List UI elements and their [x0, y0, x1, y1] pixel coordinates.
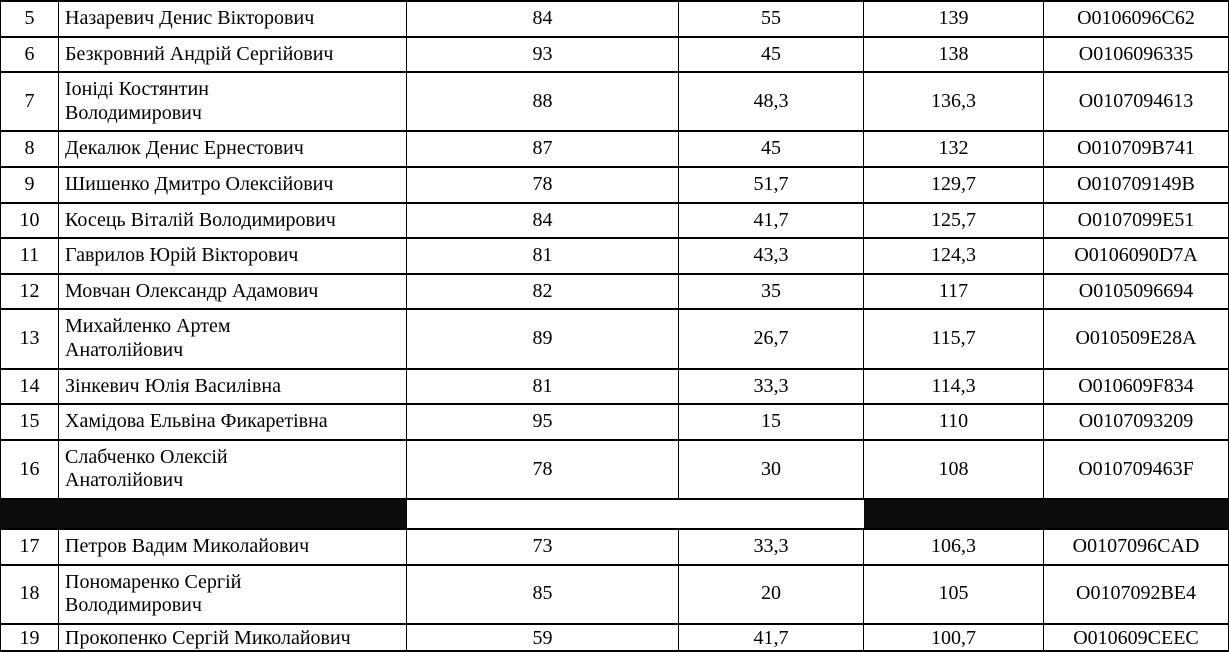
row-score2: 43,3: [679, 238, 864, 274]
row-code: O010509E28A: [1044, 309, 1229, 368]
table-row: [1, 131, 1229, 167]
row-total: 115,7: [864, 309, 1044, 368]
table-row: [1, 238, 1229, 274]
row-name-line2: Володимирович: [65, 594, 202, 617]
row-score2: 45: [679, 131, 864, 167]
row-score2: 51,7: [679, 167, 864, 203]
row-name: Назаревич Денис Вікторович: [59, 1, 407, 37]
row-name-line2: Володимирович: [65, 101, 202, 124]
table-row: [1, 369, 1229, 405]
row-code: O0106096C62: [1044, 1, 1229, 37]
row-score1: 89: [407, 309, 679, 368]
page-break-left: [1, 499, 407, 529]
row-score2: 20: [679, 565, 864, 624]
row-number: 11: [1, 238, 59, 274]
row-code: O0107096CAD: [1044, 529, 1229, 565]
row-score1: 59: [407, 624, 679, 652]
row-name: Прокопенко Сергій Миколайович: [59, 624, 407, 652]
row-code: O0105096694: [1044, 274, 1229, 310]
page-break-band: [1, 499, 1229, 529]
row-score1: 73: [407, 529, 679, 565]
row-score1: 84: [407, 203, 679, 239]
table-row: [1, 37, 1229, 73]
row-score1: 84: [407, 1, 679, 37]
row-number: 6: [1, 37, 59, 73]
row-name-line1: Михайленко Артем: [65, 315, 231, 338]
row-score1: 88: [407, 72, 679, 131]
row-total: 124,3: [864, 238, 1044, 274]
row-score1: 81: [407, 369, 679, 405]
row-number: 12: [1, 274, 59, 310]
row-score1: 93: [407, 37, 679, 73]
row-total: 114,3: [864, 369, 1044, 405]
row-number: 15: [1, 404, 59, 440]
row-name-line1: Іоніді Костянтин: [65, 78, 209, 101]
page-break-right: [864, 499, 1229, 529]
row-number: 18: [1, 565, 59, 624]
table-row: [1, 624, 1229, 652]
row-name-line1: Слабченко Олексій: [65, 445, 228, 468]
row-name: Зінкевич Юлія Василівна: [59, 369, 407, 405]
row-number: 16: [1, 440, 59, 499]
row-total: 129,7: [864, 167, 1044, 203]
row-score1: 82: [407, 274, 679, 310]
table-row: [1, 274, 1229, 310]
row-number: 5: [1, 1, 59, 37]
row-score1: 78: [407, 440, 679, 499]
table-row: [1, 203, 1229, 239]
row-number: 8: [1, 131, 59, 167]
row-code: O0107094613: [1044, 72, 1229, 131]
row-name: [59, 309, 407, 368]
row-name: Хамідова Ельвіна Фикаретівна: [59, 404, 407, 440]
row-total: 138: [864, 37, 1044, 73]
row-total: 132: [864, 131, 1044, 167]
row-score1: 95: [407, 404, 679, 440]
table-row: [1, 72, 1229, 131]
row-name: [59, 440, 407, 499]
row-name-line2: Анатолійович: [65, 338, 184, 361]
row-number: 13: [1, 309, 59, 368]
row-score2: 41,7: [679, 203, 864, 239]
page-break-gap2: [679, 499, 864, 529]
row-total: 117: [864, 274, 1044, 310]
row-total: 139: [864, 1, 1044, 37]
row-score1: 87: [407, 131, 679, 167]
row-number: 14: [1, 369, 59, 405]
row-code: O010709149B: [1044, 167, 1229, 203]
row-code: O010609CEEC: [1044, 624, 1229, 652]
row-name: Петров Вадим Миколайович: [59, 529, 407, 565]
row-code: O010609F834: [1044, 369, 1229, 405]
table-row: [1, 529, 1229, 565]
table-body: [1, 1, 1229, 651]
table-row: [1, 1, 1229, 37]
row-name: [59, 565, 407, 624]
row-name: Гаврилов Юрій Вікторович: [59, 238, 407, 274]
row-name: Мовчан Олександр Адамович: [59, 274, 407, 310]
row-name: Шишенко Дмитро Олексійович: [59, 167, 407, 203]
row-name: [59, 72, 407, 131]
row-name: Декалюк Денис Ернестович: [59, 131, 407, 167]
row-score2: 55: [679, 1, 864, 37]
row-score2: 35: [679, 274, 864, 310]
row-total: 100,7: [864, 624, 1044, 652]
row-score2: 41,7: [679, 624, 864, 652]
row-total: 108: [864, 440, 1044, 499]
row-name: Косець Віталій Володимирович: [59, 203, 407, 239]
row-name-line2: Анатолійович: [65, 469, 184, 492]
page-break-gap1: [407, 499, 679, 529]
row-number: 17: [1, 529, 59, 565]
row-score2: 45: [679, 37, 864, 73]
row-score1: 78: [407, 167, 679, 203]
row-score1: 81: [407, 238, 679, 274]
row-total: 105: [864, 565, 1044, 624]
row-code: O0107092BE4: [1044, 565, 1229, 624]
row-total: 136,3: [864, 72, 1044, 131]
row-score2: 33,3: [679, 529, 864, 565]
table-row: [1, 309, 1229, 368]
row-total: 106,3: [864, 529, 1044, 565]
table-row: [1, 565, 1229, 624]
row-score2: 48,3: [679, 72, 864, 131]
row-code: O010709463F: [1044, 440, 1229, 499]
row-score2: 33,3: [679, 369, 864, 405]
row-score1: 85: [407, 565, 679, 624]
row-name: Безкровний Андрій Сергійович: [59, 37, 407, 73]
row-name-line1: Пономаренко Сергій: [65, 570, 242, 593]
table-row: [1, 404, 1229, 440]
row-code: O0107093209: [1044, 404, 1229, 440]
row-number: 19: [1, 624, 59, 652]
row-code: O0106090D7A: [1044, 238, 1229, 274]
row-score2: 15: [679, 404, 864, 440]
table-row: [1, 167, 1229, 203]
table-row: [1, 440, 1229, 499]
row-code: O010709B741: [1044, 131, 1229, 167]
row-score2: 30: [679, 440, 864, 499]
row-total: 110: [864, 404, 1044, 440]
row-code: O0106096335: [1044, 37, 1229, 73]
row-number: 10: [1, 203, 59, 239]
row-score2: 26,7: [679, 309, 864, 368]
row-total: 125,7: [864, 203, 1044, 239]
row-number: 7: [1, 72, 59, 131]
row-number: 9: [1, 167, 59, 203]
row-code: O0107099E51: [1044, 203, 1229, 239]
